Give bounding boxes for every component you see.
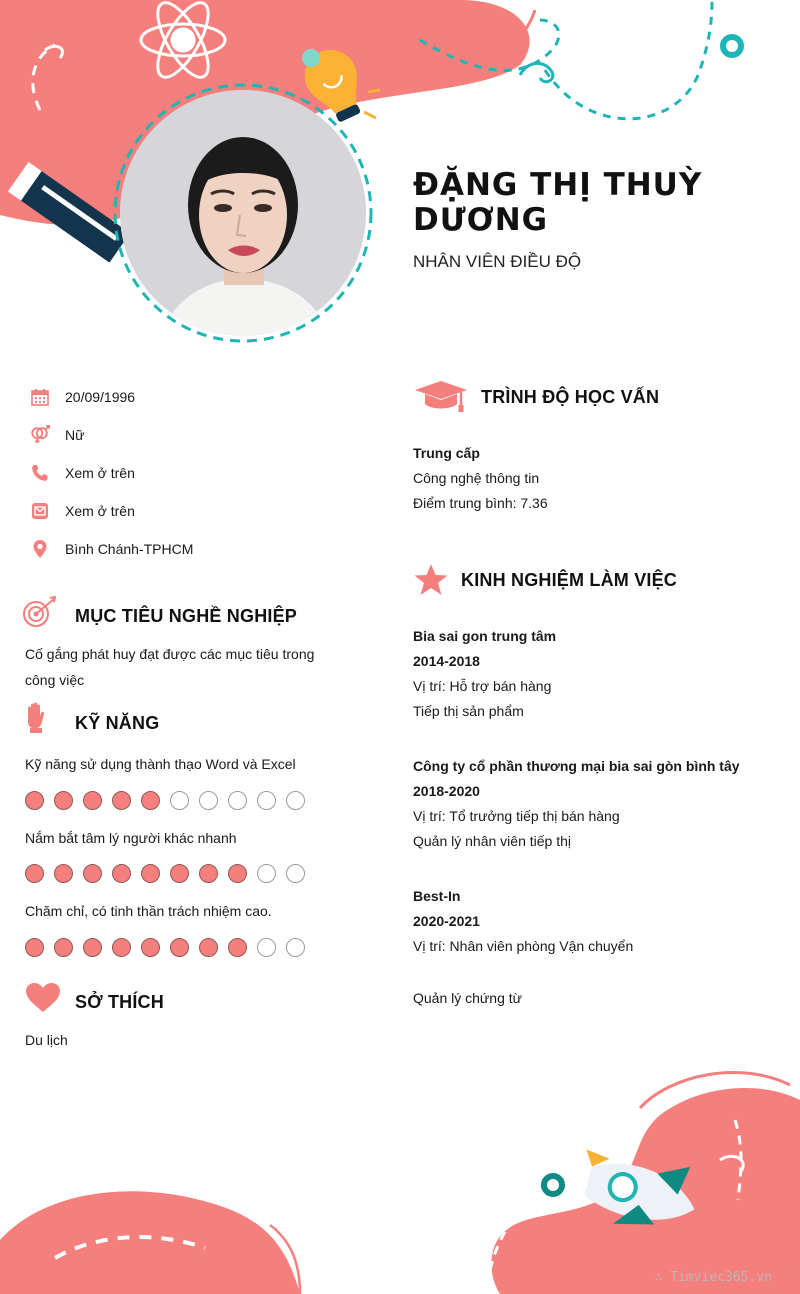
calendar-icon xyxy=(30,387,50,407)
email-text: Xem ở trên xyxy=(65,503,135,519)
rating-dot-filled xyxy=(83,791,102,810)
rating-dot-empty xyxy=(199,791,218,810)
objective-title: MỤC TIÊU NGHỀ NGHIỆP xyxy=(75,606,298,626)
skill-rating-2 xyxy=(25,864,315,883)
skill-rating-3 xyxy=(25,938,315,957)
target-icon xyxy=(22,596,58,633)
experience-company: Best-In xyxy=(413,888,461,904)
rating-dot-filled xyxy=(112,938,131,957)
rating-dot-filled xyxy=(25,864,44,883)
rating-dot-filled xyxy=(83,864,102,883)
education-major: Công nghệ thông tin xyxy=(413,470,540,486)
experience-description: Quản lý chứng từ xyxy=(413,990,523,1006)
rating-dot-filled xyxy=(25,938,44,957)
rating-dot-empty xyxy=(257,791,276,810)
rating-dot-empty xyxy=(228,791,247,810)
skill-name-3: Chăm chỉ, có tinh thần trách nhiệm cao. xyxy=(25,903,272,919)
experience-item-2 xyxy=(413,754,740,854)
contact-phone xyxy=(30,462,135,484)
profile-photo xyxy=(120,90,366,336)
location-pin-icon xyxy=(30,539,50,559)
rating-dot-filled xyxy=(141,791,160,810)
rating-dot-empty xyxy=(257,864,276,883)
experience-description: Tiếp thị sản phẩm xyxy=(413,703,524,719)
phone-icon xyxy=(30,463,50,483)
rating-dot-filled xyxy=(170,938,189,957)
experience-period: 2014-2018 xyxy=(413,653,480,669)
skill-name-1: Kỹ năng sử dụng thành thạo Word và Excel xyxy=(25,756,296,772)
hobbies-text: Du lịch xyxy=(25,1032,68,1048)
rating-dot-filled xyxy=(54,864,73,883)
skills-title: KỸ NĂNG xyxy=(75,713,160,733)
education-level: Trung cấp xyxy=(413,445,480,461)
contact-birthdate xyxy=(30,386,135,408)
rating-dot-filled xyxy=(83,938,102,957)
rating-dot-filled xyxy=(112,791,131,810)
profile-photo-frame xyxy=(112,82,374,344)
experience-title: KINH NGHIỆM LÀM VIỆC xyxy=(461,570,678,590)
experience-position: Vị trí: Nhân viên phòng Vận chuyển xyxy=(413,938,634,954)
experience-position: Vị trí: Hỗ trợ bán hàng xyxy=(413,678,552,694)
rating-dot-filled xyxy=(141,864,160,883)
experience-description: Quản lý nhân viên tiếp thị xyxy=(413,833,571,849)
rating-dot-filled xyxy=(54,791,73,810)
rating-dot-filled xyxy=(199,938,218,957)
contact-gender xyxy=(30,424,84,446)
experience-item-3 xyxy=(413,884,633,1011)
heart-icon xyxy=(25,982,61,1019)
rating-dot-filled xyxy=(199,864,218,883)
education-block xyxy=(413,441,548,516)
rating-dot-filled xyxy=(170,864,189,883)
objective-line-1: Cố gắng phát huy đạt được các mục tiêu trong xyxy=(25,646,315,662)
hobbies-title: SỞ THÍCH xyxy=(75,992,164,1012)
skill-name-2: Nắm bắt tâm lý người khác nhanh xyxy=(25,830,237,846)
address-text: Bình Chánh-TPHCM xyxy=(65,541,194,557)
rating-dot-filled xyxy=(141,938,160,957)
rating-dot-filled xyxy=(112,864,131,883)
rating-dot-empty xyxy=(286,938,305,957)
rating-dot-filled xyxy=(25,791,44,810)
rating-dot-empty xyxy=(170,791,189,810)
candidate-name: ĐẶNG THỊ THUỲ DƯƠNG xyxy=(413,167,703,238)
email-icon xyxy=(30,501,50,521)
skill-rating-1 xyxy=(25,791,315,810)
rating-dot-filled xyxy=(54,938,73,957)
experience-company: Công ty cổ phần thương mại bia sai gòn bình tây xyxy=(413,758,740,774)
contact-address xyxy=(30,538,193,560)
watermark: ∴ Timviec365.vn xyxy=(654,1270,772,1285)
education-title: TRÌNH ĐỘ HỌC VẤN xyxy=(481,387,660,407)
gender-icon xyxy=(30,425,50,445)
graduation-cap-icon xyxy=(413,380,469,419)
rating-dot-empty xyxy=(286,864,305,883)
experience-period: 2020-2021 xyxy=(413,913,480,929)
education-gpa: Điểm trung bình: 7.36 xyxy=(413,495,548,511)
experience-period: 2018-2020 xyxy=(413,783,480,799)
phone-text: Xem ở trên xyxy=(65,465,135,481)
rating-dot-empty xyxy=(286,791,305,810)
objective-text xyxy=(25,641,314,693)
rating-dot-empty xyxy=(257,938,276,957)
contact-email xyxy=(30,500,135,522)
experience-position: Vị trí: Tổ trưởng tiếp thị bán hàng xyxy=(413,808,620,824)
rating-dot-filled xyxy=(228,864,247,883)
gender-text: Nữ xyxy=(65,427,85,443)
hand-icon xyxy=(24,702,48,739)
experience-item-1 xyxy=(413,624,556,724)
experience-company: Bia sai gon trung tâm xyxy=(413,628,557,644)
job-title: NHÂN VIÊN ĐIỀU ĐỘ xyxy=(413,252,582,271)
objective-line-2: công việc xyxy=(25,672,85,688)
birthdate-text: 20/09/1996 xyxy=(65,389,136,405)
rating-dot-filled xyxy=(228,938,247,957)
star-icon xyxy=(413,563,449,602)
